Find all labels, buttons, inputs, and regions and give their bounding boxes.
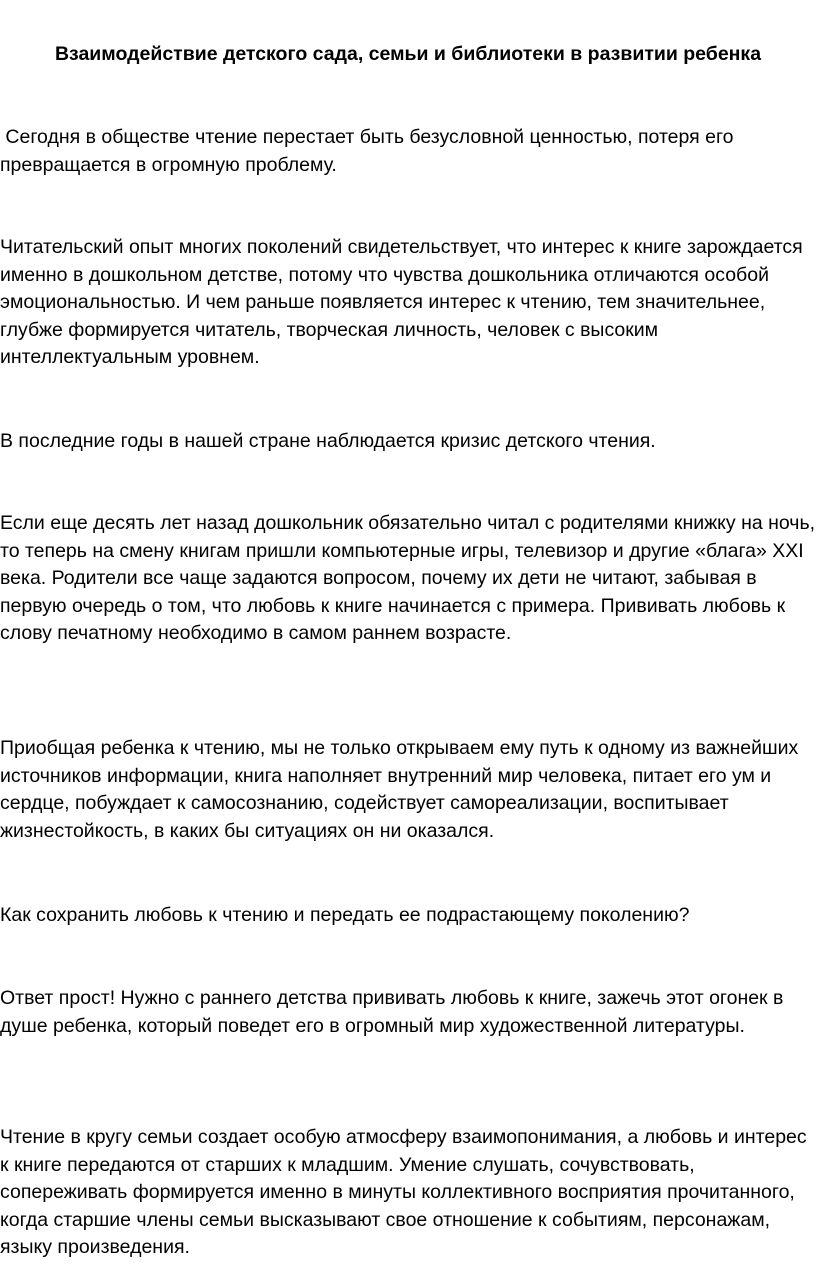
document-title: Взаимодействие детского сада, семьи и библиотеки в развитии ребенка [54,43,762,65]
paragraph-7: Ответ прост! Нужно с раннего детства прививать любовь к книге, зажечь этот огонек в душе ребенка, который поведет его в огромный мир художественной литературы. [0,987,784,1037]
paragraph-8: Чтение в кругу семьи создает особую атмосферу взаимопонимания, а любовь и интерес к книге передаются от старших к младшим. Умение слушать, сочувствовать, сопереживать формируется именно в минуты коллективного восприятия прочитанного, когда старшие члены семьи высказывают свое отношение к событиям, персонажам, языку произведения. [0,1126,807,1258]
paragraph-4: Если еще десять лет назад дошкольник обязательно читал с родителями книжку на ночь, то теперь на смену книгам пришли компьютерные игры, телевизор и другие «блага» XXI века. Родители все чаще задаются вопросом, почему их дети не читают, забывая в первую очередь о том, что любовь к книге начинается с примера. Прививать любовь к слову печатному необходимо в самом раннем возрасте. [0,512,816,644]
paragraph-1: Сегодня в обществе чтение перестает быть безусловной ценностью, потеря его превращается в огромную проблему. [0,126,739,176]
paragraph-6: Как сохранить любовь к чтению и передать ее подрастающему поколению? [0,904,690,926]
paragraph-2: Читательский опыт многих поколений свидетельствует, что интерес к книге зарождается именно в дошкольном детстве, потому что чувства дошкольника отличаются особой эмоциональностью. И чем раньше появляется интерес к чтению, тем значительнее, глубже формируется читатель, творческая личность, человек с высоким интеллектуальным уровнем. [0,236,803,368]
paragraph-5: Приобщая ребенка к чтению, мы не только открываем ему путь к одному из важнейших источников информации, книга наполняет внутренний мир человека, питает его ум и сердце, побуждает к самосознанию, содействует самореализации, воспитывает жизнестойкость, в каких бы ситуациях он ни оказался. [0,737,799,842]
paragraph-3: В последние годы в нашей стране наблюдается кризис детского чтения. [0,430,656,452]
